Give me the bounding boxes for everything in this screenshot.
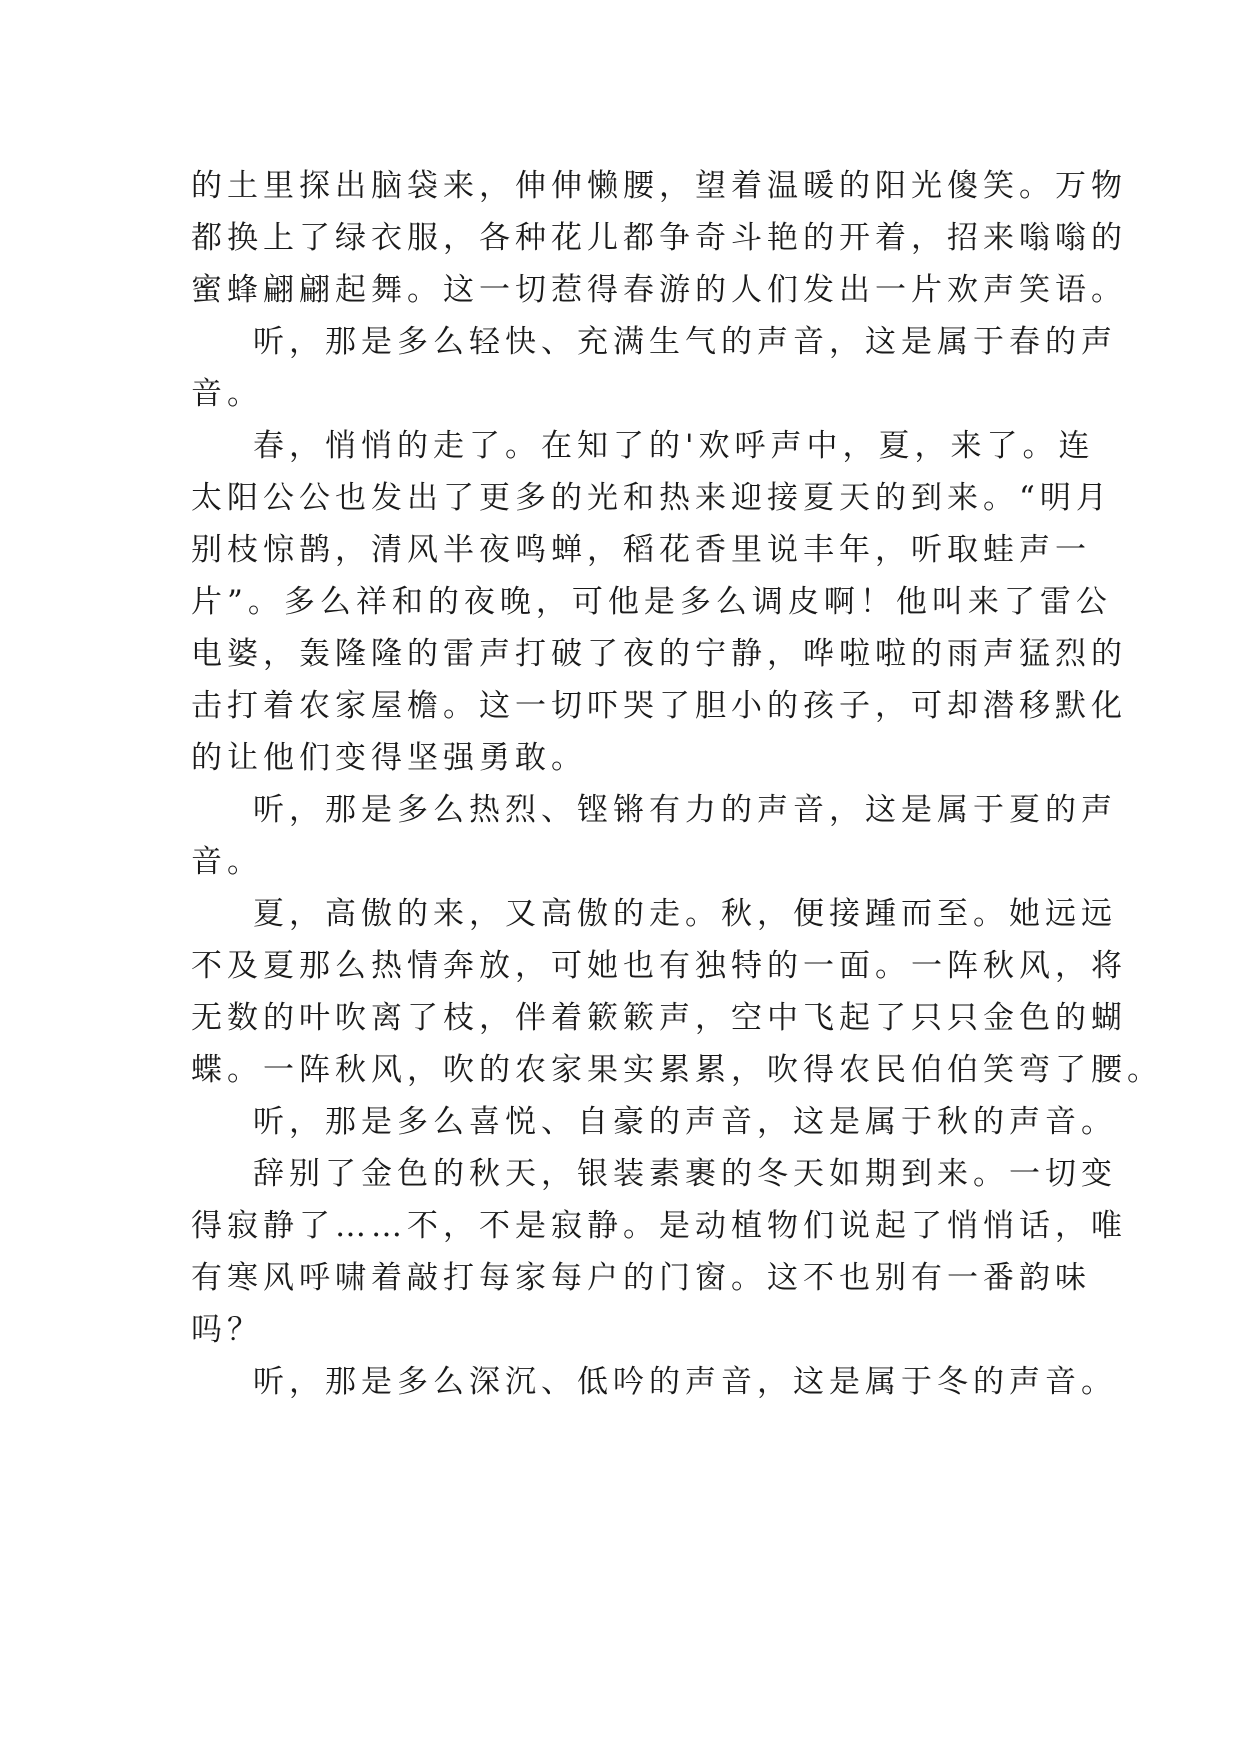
text-line: 听，那是多么热烈、铿锵有力的声音，这是属于夏的声 [253, 792, 1117, 828]
text-line: 夏，高傲的来，又高傲的走。秋，便接踵而至。她远远 [253, 896, 1117, 932]
text-line: 蜜蜂翩翩起舞。这一切惹得春游的人们发出一片欢声笑语。 [191, 272, 1127, 308]
text-line: 片”。多么祥和的夜晚，可他是多么调皮啊！他叫来了雷公 [191, 584, 1112, 620]
text-line: 别枝惊鹊，清风半夜鸣蝉，稻花香里说丰年，听取蛙声一 [191, 532, 1091, 568]
text-line: 太阳公公也发出了更多的光和热来迎接夏天的到来。“明月 [191, 480, 1112, 516]
text-line: 电婆，轰隆隆的雷声打破了夜的宁静，哗啦啦的雨声猛烈的 [191, 636, 1127, 672]
text-line: 的土里探出脑袋来，伸伸懒腰，望着温暖的阳光傻笑。万物 [191, 168, 1127, 204]
text-line: 击打着农家屋檐。这一切吓哭了胆小的孩子，可却潜移默化 [191, 688, 1127, 724]
text-line: 无数的叶吹离了枝，伴着簌簌声，空中飞起了只只金色的蝴 [191, 1000, 1127, 1036]
text-line: 听，那是多么喜悦、自豪的声音，这是属于秋的声音。 [253, 1104, 1117, 1140]
body-text [191, 160, 1163, 1408]
text-line: 音。 [191, 844, 263, 880]
text-line: 有寒风呼啸着敲打每家每户的门窗。这不也别有一番韵味 [191, 1260, 1091, 1296]
text-line: 都换上了绿衣服，各种花儿都争奇斗艳的开着，招来嗡嗡的 [191, 220, 1127, 256]
text-line: 蝶。一阵秋风，吹的农家果实累累，吹得农民伯伯笑弯了腰。 [191, 1052, 1163, 1088]
text-line: 听，那是多么深沉、低吟的声音，这是属于冬的声音。 [253, 1364, 1117, 1400]
text-line: 的让他们变得坚强勇敢。 [191, 740, 587, 776]
text-line: 不及夏那么热情奔放，可她也有独特的一面。一阵秋风，将 [191, 948, 1127, 984]
text-line: 春，悄悄的走了。在知了的'欢呼声中，夏，来了。连 [253, 428, 1095, 464]
text-line: 得寂静了……不，不是寂静。是动植物们说起了悄悄话，唯 [191, 1208, 1127, 1244]
text-line: 辞别了金色的秋天，银装素裹的冬天如期到来。一切变 [253, 1156, 1117, 1192]
text-line: 音。 [191, 376, 263, 412]
text-line: 听，那是多么轻快、充满生气的声音，这是属于春的声 [253, 324, 1117, 360]
text-line: 吗？ [191, 1312, 263, 1348]
